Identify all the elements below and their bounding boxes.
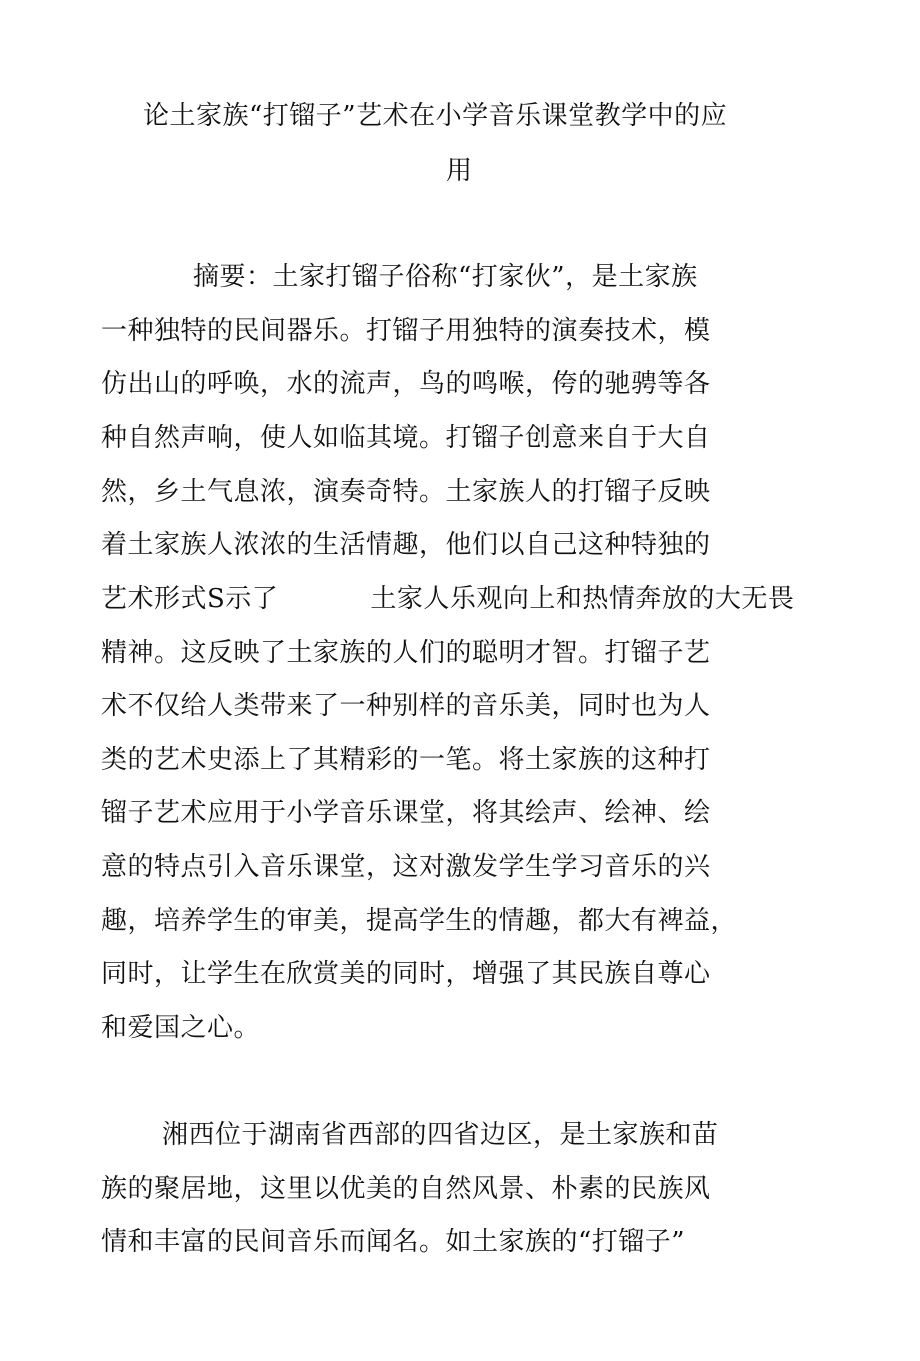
abstract-line: 同时，让学生在欣赏美的同时，增强了其民族自尊心 bbox=[101, 959, 711, 989]
abstract-line: 摘要：土家打镏子俗称“打家伙”，是土家族 bbox=[193, 262, 698, 292]
abstract-line: 着土家族人浓浓的生活情趣，他们以自己这种特独的 bbox=[101, 530, 711, 560]
abstract-line: 种自然声响，使人如临其境。打镏子创意来自于大自 bbox=[101, 423, 711, 453]
abstract-line: 一种独特的民间器乐。打镏子用独特的演奏技术，模 bbox=[101, 316, 711, 346]
abstract-line: 趣，培养学生的审美，提高学生的情趣，都大有裨益， bbox=[101, 906, 738, 936]
body-line: 湘西位于湖南省西部的四省边区，是土家族和苗 bbox=[162, 1120, 719, 1150]
abstract-line: 术不仅给人类带来了一种别样的音乐美，同时也为人 bbox=[101, 691, 711, 721]
document-title-line-1: 论土家族“打镏子”艺术在小学音乐课堂教学中的应 bbox=[143, 101, 728, 131]
abstract-line: 镏子艺术应用于小学音乐课堂，将其绘声、绘神、绘 bbox=[101, 798, 711, 828]
abstract-line: 然，乡土气息浓，演奏奇特。土家族人的打镏子反映 bbox=[101, 477, 711, 507]
body-line: 情和丰富的民间音乐而闻名。如土家族的“打镏子” bbox=[101, 1227, 686, 1257]
body-line: 族的聚居地，这里以优美的自然风景、朴素的民族风 bbox=[101, 1174, 711, 1204]
document-title-line-2: 用 bbox=[446, 156, 473, 186]
abstract-line: 和爱国之心。 bbox=[101, 1013, 261, 1043]
abstract-line: 仿出山的呼唤，水的流声，鸟的鸣喉，侉的驰骋等各 bbox=[101, 369, 711, 399]
abstract-line: 精神。这反映了土家族的人们的聪明才智。打镏子艺 bbox=[101, 638, 711, 668]
abstract-split-left: 艺术形式S示了 bbox=[101, 584, 279, 614]
abstract-split-right: 土家人乐观向上和热情奔放的大无畏 bbox=[370, 584, 795, 614]
abstract-line: 意的特点引入音乐课堂，这对激发学生学习音乐的兴 bbox=[101, 852, 711, 882]
abstract-split-line bbox=[101, 584, 794, 614]
abstract-line: 类的艺术史添上了其精彩的一笔。将土家族的这种打 bbox=[101, 745, 711, 775]
